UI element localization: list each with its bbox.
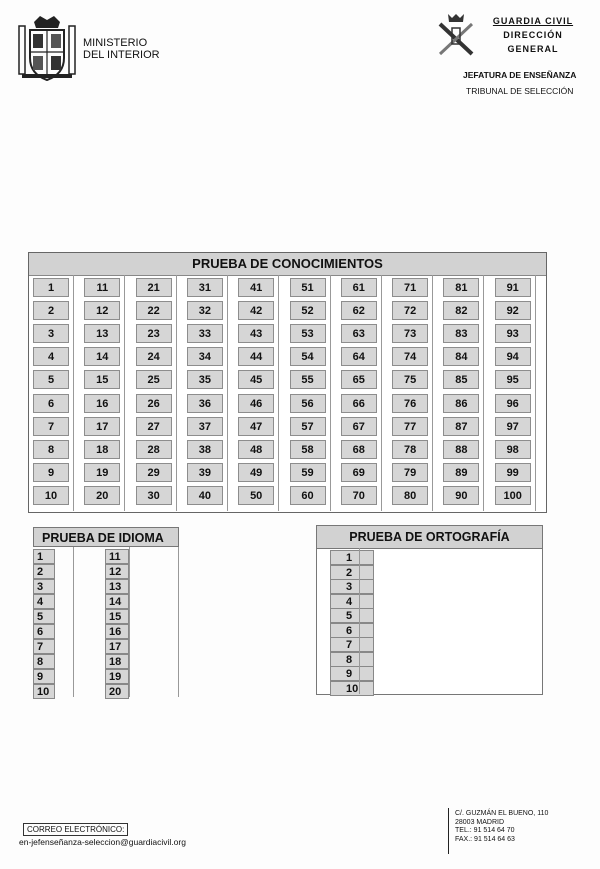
conocimientos-number-19: 19 — [84, 463, 120, 482]
ortografia-number-1: 1 — [330, 550, 374, 565]
conocimientos-number-95: 95 — [495, 370, 531, 389]
ministry-line1: MINISTERIO — [83, 37, 148, 49]
gc-subtitle-text: DIRECCIÓN GENERAL — [503, 30, 563, 54]
ministry-name — [83, 37, 160, 61]
conocimientos-number-17: 17 — [84, 417, 120, 436]
idioma-column-divider — [73, 547, 74, 697]
conocimientos-number-72: 72 — [392, 301, 428, 320]
conocimientos-number-85: 85 — [443, 370, 479, 389]
conocimientos-number-64: 64 — [341, 347, 377, 366]
conocimientos-number-77: 77 — [392, 417, 428, 436]
idioma-number-5: 5 — [33, 609, 55, 624]
conocimientos-column-divider — [278, 275, 279, 511]
conocimientos-number-86: 86 — [443, 394, 479, 413]
idioma-number-16: 16 — [105, 624, 129, 639]
idioma-number-20: 20 — [105, 684, 129, 699]
conocimientos-column-divider — [330, 275, 331, 511]
conocimientos-number-9: 9 — [33, 463, 69, 482]
conocimientos-number-31: 31 — [187, 278, 223, 297]
idioma-number-4: 4 — [33, 594, 55, 609]
conocimientos-column-divider — [381, 275, 382, 511]
conocimientos-number-53: 53 — [290, 324, 326, 343]
conocimientos-table — [28, 252, 547, 513]
conocimientos-number-48: 48 — [238, 440, 274, 459]
address-divider — [448, 808, 449, 854]
idioma-number-7: 7 — [33, 639, 55, 654]
ortografia-number-4: 4 — [330, 594, 374, 609]
conocimientos-number-10: 10 — [33, 486, 69, 505]
idioma-column-divider — [178, 547, 179, 697]
guardia-civil-emblem-icon — [434, 12, 478, 56]
conocimientos-column-divider — [176, 275, 177, 511]
conocimientos-number-13: 13 — [84, 324, 120, 343]
conocimientos-column-divider — [124, 275, 125, 511]
conocimientos-number-11: 11 — [84, 278, 120, 297]
conocimientos-number-74: 74 — [392, 347, 428, 366]
ortografia-number-2: 2 — [330, 565, 374, 580]
ministry-line2: DEL INTERIOR — [83, 49, 160, 61]
conocimientos-number-46: 46 — [238, 394, 274, 413]
conocimientos-number-29: 29 — [136, 463, 172, 482]
conocimientos-number-98: 98 — [495, 440, 531, 459]
ortografia-number-5: 5 — [330, 608, 374, 623]
conocimientos-number-78: 78 — [392, 440, 428, 459]
conocimientos-number-50: 50 — [238, 486, 274, 505]
conocimientos-number-36: 36 — [187, 394, 223, 413]
ortografia-table — [316, 525, 543, 695]
conocimientos-number-7: 7 — [33, 417, 69, 436]
conocimientos-number-37: 37 — [187, 417, 223, 436]
conocimientos-number-12: 12 — [84, 301, 120, 320]
conocimientos-number-20: 20 — [84, 486, 120, 505]
conocimientos-number-56: 56 — [290, 394, 326, 413]
guardia-civil-title — [478, 14, 588, 56]
conocimientos-number-94: 94 — [495, 347, 531, 366]
idioma-title: PRUEBA DE IDIOMA — [33, 527, 179, 547]
idioma-number-9: 9 — [33, 669, 55, 684]
conocimientos-number-32: 32 — [187, 301, 223, 320]
email-address[interactable]: en-jefenseñanza-seleccion@guardiacivil.org — [19, 837, 186, 847]
conocimientos-number-22: 22 — [136, 301, 172, 320]
conocimientos-number-61: 61 — [341, 278, 377, 297]
ortografia-number-8: 8 — [330, 652, 374, 667]
idioma-number-8: 8 — [33, 654, 55, 669]
conocimientos-title: PRUEBA DE CONOCIMIENTOS — [29, 253, 546, 276]
address-city: 28003 MADRID — [455, 818, 505, 826]
conocimientos-number-93: 93 — [495, 324, 531, 343]
ortografia-column-divider — [359, 548, 360, 694]
conocimientos-number-34: 34 — [187, 347, 223, 366]
conocimientos-number-69: 69 — [341, 463, 377, 482]
conocimientos-number-51: 51 — [290, 278, 326, 297]
conocimientos-number-73: 73 — [392, 324, 428, 343]
conocimientos-number-89: 89 — [443, 463, 479, 482]
conocimientos-number-97: 97 — [495, 417, 531, 436]
conocimientos-number-62: 62 — [341, 301, 377, 320]
conocimientos-number-57: 57 — [290, 417, 326, 436]
conocimientos-number-28: 28 — [136, 440, 172, 459]
conocimientos-number-5: 5 — [33, 370, 69, 389]
conocimientos-column-divider — [227, 275, 228, 511]
conocimientos-number-39: 39 — [187, 463, 223, 482]
conocimientos-number-1: 1 — [33, 278, 69, 297]
conocimientos-number-6: 6 — [33, 394, 69, 413]
conocimientos-number-91: 91 — [495, 278, 531, 297]
conocimientos-number-24: 24 — [136, 347, 172, 366]
conocimientos-number-83: 83 — [443, 324, 479, 343]
conocimientos-number-49: 49 — [238, 463, 274, 482]
conocimientos-number-100: 100 — [495, 486, 531, 505]
conocimientos-number-79: 79 — [392, 463, 428, 482]
ortografia-number-9: 9 — [330, 666, 374, 681]
idioma-column-divider — [129, 547, 130, 697]
address-fax: FAX.: 91 514 64 63 — [455, 835, 515, 843]
conocimientos-number-15: 15 — [84, 370, 120, 389]
conocimientos-number-45: 45 — [238, 370, 274, 389]
conocimientos-number-87: 87 — [443, 417, 479, 436]
conocimientos-number-40: 40 — [187, 486, 223, 505]
conocimientos-number-2: 2 — [33, 301, 69, 320]
idioma-table — [33, 527, 179, 697]
idioma-number-12: 12 — [105, 564, 129, 579]
idioma-number-19: 19 — [105, 669, 129, 684]
conocimientos-number-71: 71 — [392, 278, 428, 297]
conocimientos-number-42: 42 — [238, 301, 274, 320]
ortografia-number-6: 6 — [330, 623, 374, 638]
conocimientos-number-44: 44 — [238, 347, 274, 366]
ortografia-number-10: 10 — [330, 681, 374, 696]
idioma-number-11: 11 — [105, 549, 129, 564]
conocimientos-number-96: 96 — [495, 394, 531, 413]
conocimientos-number-92: 92 — [495, 301, 531, 320]
conocimientos-number-38: 38 — [187, 440, 223, 459]
conocimientos-column-divider — [535, 275, 536, 511]
conocimientos-number-8: 8 — [33, 440, 69, 459]
conocimientos-number-21: 21 — [136, 278, 172, 297]
conocimientos-number-25: 25 — [136, 370, 172, 389]
ortografia-number-7: 7 — [330, 637, 374, 652]
idioma-number-13: 13 — [105, 579, 129, 594]
idioma-number-17: 17 — [105, 639, 129, 654]
gc-title-text: GUARDIA CIVIL — [492, 16, 574, 26]
ortografia-number-3: 3 — [330, 579, 374, 594]
conocimientos-number-59: 59 — [290, 463, 326, 482]
idioma-number-18: 18 — [105, 654, 129, 669]
conocimientos-number-90: 90 — [443, 486, 479, 505]
department-name: JEFATURA DE ENSEÑANZA — [463, 70, 577, 80]
conocimientos-column-divider — [483, 275, 484, 511]
conocimientos-number-3: 3 — [33, 324, 69, 343]
conocimientos-number-27: 27 — [136, 417, 172, 436]
postal-address — [455, 810, 548, 844]
conocimientos-number-63: 63 — [341, 324, 377, 343]
address-street: C/. GUZMÁN EL BUENO, 110 — [455, 810, 549, 817]
conocimientos-number-67: 67 — [341, 417, 377, 436]
conocimientos-number-60: 60 — [290, 486, 326, 505]
conocimientos-number-23: 23 — [136, 324, 172, 343]
conocimientos-number-4: 4 — [33, 347, 69, 366]
conocimientos-column-divider — [73, 275, 74, 511]
address-phone: TEL.: 91 514 64 70 — [455, 827, 515, 834]
conocimientos-number-47: 47 — [238, 417, 274, 436]
conocimientos-number-81: 81 — [443, 278, 479, 297]
conocimientos-number-82: 82 — [443, 301, 479, 320]
conocimientos-number-30: 30 — [136, 486, 172, 505]
conocimientos-number-66: 66 — [341, 394, 377, 413]
conocimientos-number-18: 18 — [84, 440, 120, 459]
idioma-number-10: 10 — [33, 684, 55, 699]
spain-coat-of-arms-icon — [18, 14, 76, 84]
conocimientos-number-75: 75 — [392, 370, 428, 389]
conocimientos-number-54: 54 — [290, 347, 326, 366]
conocimientos-number-70: 70 — [341, 486, 377, 505]
conocimientos-number-80: 80 — [392, 486, 428, 505]
conocimientos-number-33: 33 — [187, 324, 223, 343]
conocimientos-number-35: 35 — [187, 370, 223, 389]
conocimientos-number-84: 84 — [443, 347, 479, 366]
conocimientos-number-58: 58 — [290, 440, 326, 459]
idioma-number-6: 6 — [33, 624, 55, 639]
conocimientos-number-76: 76 — [392, 394, 428, 413]
idioma-number-2: 2 — [33, 564, 55, 579]
conocimientos-number-99: 99 — [495, 463, 531, 482]
conocimientos-number-26: 26 — [136, 394, 172, 413]
idioma-number-3: 3 — [33, 579, 55, 594]
ortografia-title: PRUEBA DE ORTOGRAFÍA — [317, 526, 542, 549]
idioma-number-1: 1 — [33, 549, 55, 564]
conocimientos-number-16: 16 — [84, 394, 120, 413]
idioma-number-15: 15 — [105, 609, 129, 624]
conocimientos-number-14: 14 — [84, 347, 120, 366]
conocimientos-number-41: 41 — [238, 278, 274, 297]
conocimientos-number-52: 52 — [290, 301, 326, 320]
conocimientos-number-43: 43 — [238, 324, 274, 343]
conocimientos-number-68: 68 — [341, 440, 377, 459]
subdepartment-name: TRIBUNAL DE SELECCIÓN — [466, 86, 574, 96]
idioma-number-14: 14 — [105, 594, 129, 609]
conocimientos-column-divider — [432, 275, 433, 511]
email-label: CORREO ELECTRÓNICO: — [23, 823, 128, 836]
conocimientos-number-55: 55 — [290, 370, 326, 389]
conocimientos-number-88: 88 — [443, 440, 479, 459]
conocimientos-number-65: 65 — [341, 370, 377, 389]
